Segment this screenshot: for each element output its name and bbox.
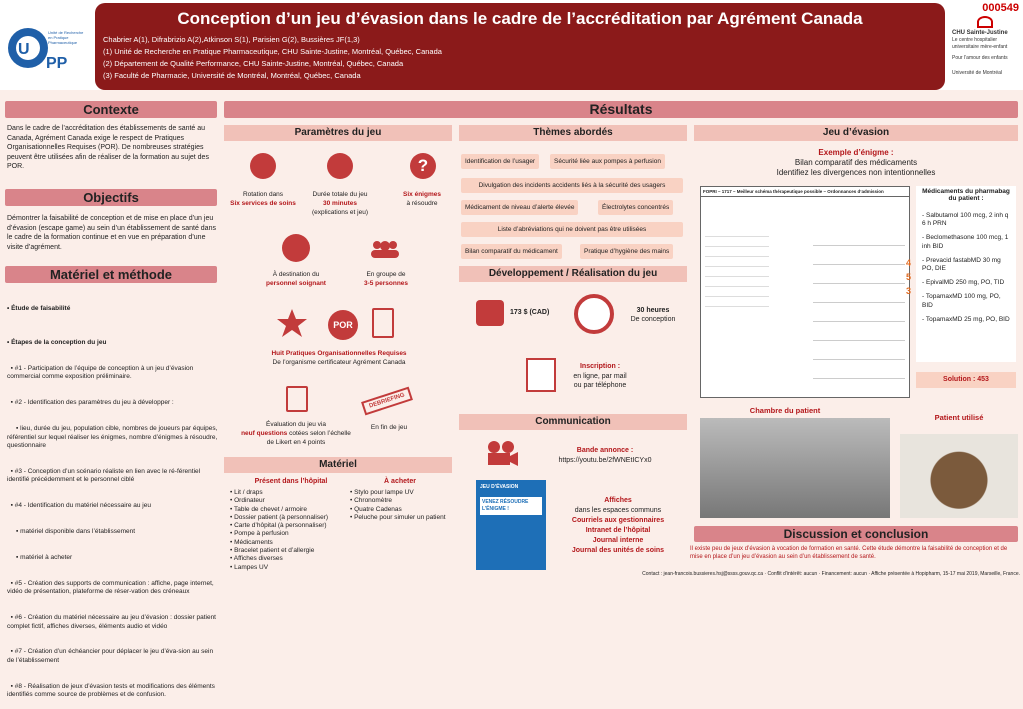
document-icon [372, 308, 394, 338]
list-item: • Lampes UV [230, 563, 269, 571]
methode-item: ▪ #5 - Création des supports de communication : affiche, page internet, vidéo de présentation, plateforme de réser-vation des créneaux [7, 579, 216, 596]
jeu-heading: Jeu d’évasion [694, 125, 1018, 141]
exemple-block: Exemple d’énigme : Bilan comparatif des médicaments Identifiez les divergences non intentionnelles [776, 148, 936, 177]
poster-title: Conception d’un jeu d’évasion dans le cadre de l’accréditation par Agrément Canada [177, 9, 863, 28]
list-item: - TopamaxMD 25 mg, PO, BID [922, 315, 1010, 323]
cost-value: 173 $ (CAD) [510, 309, 550, 316]
methode-item: ▪ #8 - Réalisation de jeux d’évasion tests et modifications des éléments identifiés comme source de problèmes et de confusion. [7, 682, 217, 699]
methode-item: ▪ #2 - Identification des paramètres du jeu à développer : [7, 399, 174, 407]
list-item: • Dossier patient (à personnaliser) [230, 513, 329, 521]
hospital-icon [250, 153, 276, 179]
svg-text:PP: PP [46, 55, 68, 72]
list-item: - EpivalMD 250 mg, PO, TID [922, 279, 1005, 287]
room-photo [700, 418, 890, 518]
list-item: • Médicaments [230, 538, 273, 546]
authors-line: Chabrier A(1), Difrabrizio A(2),Atkinson S(1), Parisien G(2), Bussières JF(1,3) [103, 35, 360, 44]
materiel-heading: Matériel [224, 457, 452, 473]
por-block: Huit Pratiques Organisationnelles Requises De l’organisme certificateur Agrément Canada [271, 350, 407, 366]
discussion-text: Il existe peu de jeux d’évasion à vocation de formation en santé. Cette étude démontre la faisabilité de conception et de mise en place d’un jeu d’évasion au sein d’un établissement de santé. [690, 546, 1008, 560]
bande-annonce-link[interactable]: https://youtu.be/2fWNEtICYx0 [558, 457, 652, 464]
methode-item: ▪ matériel disponible dans l’établissement [7, 528, 136, 536]
materiel-left-list [230, 489, 350, 572]
methode-item: ▪ #3 - Conception d’un scénario réaliste en lien avec le ré-férentiel identifié précédemment et le personnel ciblé [7, 467, 202, 484]
methode-item: • Étude de faisabilité [7, 305, 71, 313]
video-camera-icon [484, 440, 520, 468]
list-item: • Affiches diverses [230, 555, 283, 563]
groupe-block: En groupe de 3-5 personnes [363, 271, 409, 287]
checklist-icon [286, 386, 308, 412]
methode-item: ▪ #4 - Identification du matériel nécessaire au jeu [7, 502, 151, 510]
affiliation-3: (3) Faculté de Pharmacie, Université de Montréal, Montréal, Québec, Canada [103, 71, 361, 80]
contexte-text: Dans le cadre de l’accréditation des établissements de santé au Canada, Agrément Canada exige le respect de Pratiques Organisationnelles Requises (POR). De nombreuses stratégies peuvent être utilisées afin de réaliser de la formation au sujet des POR. [7, 125, 209, 170]
nurse-icon [282, 234, 310, 262]
poster-number: 000549 [982, 2, 1019, 14]
duree-block: Durée totale du jeu 30 minutes (explications et jeu) [312, 191, 368, 216]
methode-list [7, 288, 219, 709]
clock-icon [327, 153, 353, 179]
meds-title: Médicaments du pharmabag du patient : [922, 188, 1010, 202]
footer: Contact : jean-francois.bussieres.hsj@ssss.gouv.qc.ca · Conflit d’intérêt: aucun · Financement: aucun · Affiche présentée à Hopipharm, 15-17 mai 2019, Marseille, France. [642, 571, 1020, 577]
money-icon [476, 300, 504, 326]
enigmes-block: Six énigmes à résoudre [403, 191, 441, 207]
fopri-form-title: FOPRI – 1717 – Meilleur schéma thérapeutique possible – Ordonnances d’admission [701, 187, 909, 197]
list-item: - Salbutamol 100 mcg, 2 inh q 6 h PRN [922, 212, 1009, 228]
resultats-heading: Résultats [224, 101, 1018, 118]
methode-item: ▪ #1 - Participation de l’équipe de conception à un jeu d’évasion commercial comme exposition préliminaire. [7, 364, 196, 381]
theme-pill: Sécurité liée aux pompes à perfusion [550, 154, 665, 169]
bande-annonce-block: Bande annonce : https://youtu.be/2fWNEtICYx0 [530, 446, 680, 466]
parametres-heading: Paramètres du jeu [224, 125, 452, 141]
theme-pill: Liste d’abréviations qui ne doivent pas être utilisées [461, 222, 683, 237]
communication-poster-thumbnail: JEU D’ÉVASION VENEZ RÉSOUDRE L’ÉNIGME ! [476, 480, 546, 570]
methode-heading: Matériel et méthode [5, 266, 217, 283]
meds-list [916, 204, 1016, 326]
methode-item: ▪ #6 - Création du matériel nécessaire au jeu d’évasion : dossier patient complet fictif, affiches diverses, éléments audio et vidéo [7, 613, 218, 630]
rotation-block: Rotation dans Six services de soins [230, 191, 296, 207]
star-icon [276, 308, 308, 338]
methode-item: ▪ matériel à acheter [7, 553, 73, 561]
objectifs-heading: Objectifs [5, 189, 217, 206]
evaluation-block: Évaluation du jeu via neuf questions cotées selon l’échelle de Likert en 4 points [241, 421, 351, 446]
chu-logo-icon [977, 16, 993, 28]
affiliation-2: (2) Département de Qualité Performance, CHU Sainte-Justine, Montréal, Québec, Canada [103, 59, 404, 68]
affiches-block: Affiches dans les espaces communs Courriels aux gestionnaires Intranet de l’hôpital Journal interne Journal des unités de soins [571, 497, 665, 554]
urpp-logo [6, 20, 86, 75]
affiliation-1: (1) Unité de Recherche en Pratique Pharmaceutique, CHU Sainte-Justine, Montréal, Québec, Canada [103, 47, 442, 56]
materiel-right-list [350, 489, 450, 522]
hours-block: 30 heures De conception [630, 307, 676, 323]
authors-block [103, 34, 442, 82]
solution-value: Solution : 453 [916, 372, 1016, 388]
discussion-heading: Discussion et conclusion [694, 526, 1018, 542]
question-icon: ? [410, 153, 436, 179]
list-item: • Pompe à perfusion [230, 530, 289, 538]
theme-pill: Bilan comparatif du médicament [461, 244, 562, 259]
destination-block: À destination du personnel soignant [266, 271, 326, 287]
form-icon [526, 358, 556, 392]
theme-pill: Pratique d’hygiène des mains [580, 244, 673, 259]
themes-heading: Thèmes abordés [459, 125, 687, 141]
theme-pill: Médicament de niveau d’alerte élevée [461, 200, 578, 215]
fin-de-jeu: En fin de jeu [370, 424, 408, 431]
por-icon: POR [328, 310, 358, 340]
group-icon [368, 240, 402, 258]
theme-pill: Électrolytes concentrés [598, 200, 673, 215]
meds-panel [916, 186, 1016, 362]
form-lines [705, 227, 769, 307]
fopri-form [700, 186, 910, 398]
list-item: • Quatre Cadenas [350, 505, 402, 513]
methode-item: ▪ lieu, durée du jeu, population cible, nombres de joueurs par équipes, référentiel sur lequel réaliser les énigmes, nombre d’énigmes à résoudre, questionnaire [7, 424, 220, 450]
urpp-logo-text: Unité de Recherche en Pratique Pharmaceutique [48, 30, 84, 45]
patient-label: Patient utilisé [934, 413, 984, 422]
list-item: • Bracelet patient et d’allergie [230, 547, 315, 555]
list-item: • Chronomètre [350, 497, 393, 505]
title-bar [95, 3, 945, 90]
monkey-plush-photo [900, 434, 1018, 518]
theme-pill: Divulgation des incidents accidents liés à la sécurité des usagers [461, 178, 683, 193]
materiel-left-title: Présent dans l’hôpital [254, 478, 328, 485]
list-item: - Beclomethasone 100 mcg, 1 inh BID [922, 234, 1009, 250]
objectifs-text: Démontrer la faisabilité de conception et de mise en place d’un jeu d’évasion (escape game) au sein d’un établissement de santé dans le cadre de la formation continue et en vue en préparation d’une visite d’agrément. [7, 215, 216, 251]
list-item: - Prevacid fastabMD 30 mg PO, DIE [922, 256, 1001, 273]
chu-logo: CHU Sainte-Justine Le centre hospitalier universitaire mère-enfant Pour l’amour des enfants Université de Montréal [952, 12, 1018, 77]
list-item: • Carte d’hôpital (à personnaliser) [230, 522, 327, 530]
list-item: • Ordinateur [230, 497, 265, 505]
debriefing-stamp-icon: DEBRIEFING [361, 387, 413, 416]
theme-pill: Identification de l’usager [461, 154, 539, 169]
svg-text:U: U [18, 41, 30, 58]
materiel-right-title: À acheter [384, 478, 416, 485]
list-item: • Lit / draps [230, 489, 263, 496]
list-item: • Stylo pour lampe UV [350, 489, 414, 496]
developpement-heading: Développement / Réalisation du jeu [459, 266, 687, 282]
list-item: - TopamaxMD 100 mg, PO, BID [922, 293, 1001, 309]
form-digits: 4 5 3 [906, 258, 912, 296]
list-item: • Table de chevet / armoire [230, 505, 307, 513]
methode-item: ▪ #7 - Création d’un échéancier pour déplacer le jeu d’éva-sion au sein de l’établissement [7, 648, 215, 664]
form-grid [813, 227, 905, 387]
contexte-heading: Contexte [5, 101, 217, 118]
alarm-clock-icon [574, 294, 614, 334]
inscription-block: Inscription : en ligne, par mail ou par téléphone [573, 363, 627, 389]
list-item: • Peluche pour simuler un patient [350, 513, 446, 521]
methode-item: • Étapes de la conception du jeu [7, 338, 107, 346]
communication-heading: Communication [459, 414, 687, 430]
chambre-label: Chambre du patient [749, 406, 821, 415]
